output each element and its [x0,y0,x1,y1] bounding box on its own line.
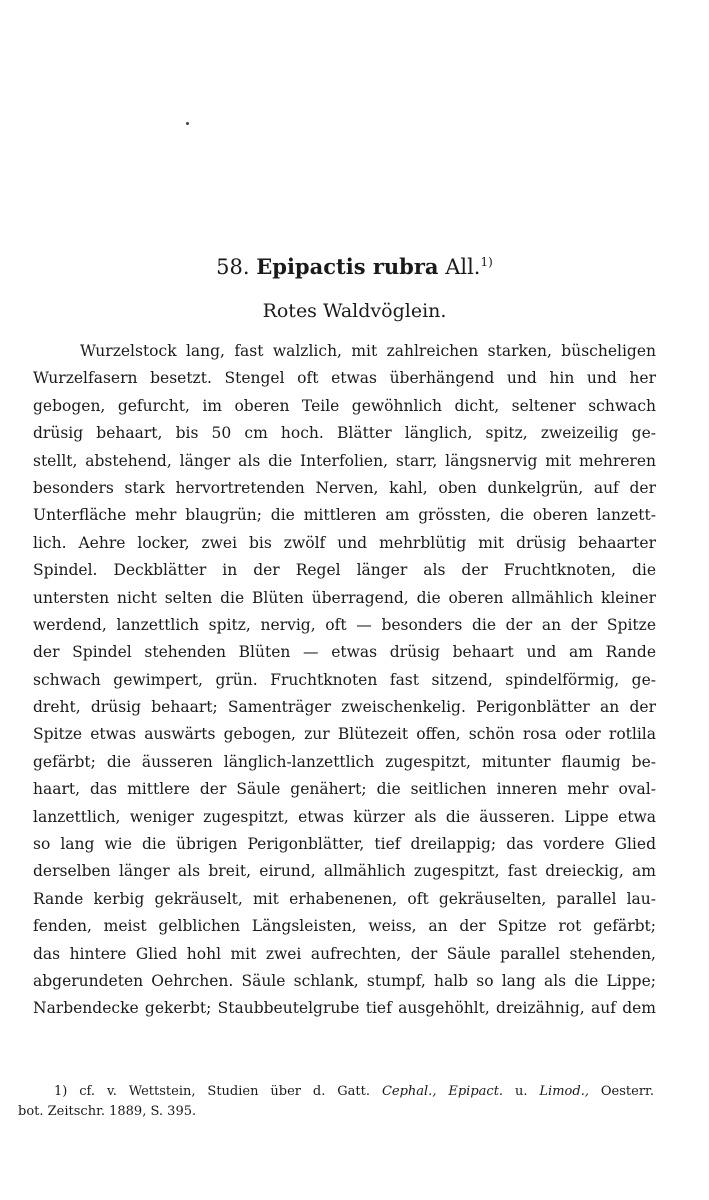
text-line: Spitze etwas auswärts gebogen, zur Blütezeit offen, schön rosa oder rotlila [33,725,656,744]
species-author: All. [445,255,481,279]
text-line: dreht, drüsig behaart; Samenträger zweischenkelig. Perigonblätter an der [33,698,656,717]
text-line: besonders stark hervortretenden Nerven, kahl, oben dunkelgrün, auf der [33,478,656,497]
text-line: abgerundeten Oehrchen. Säule schlank, stumpf, halb so lang als die Lippe; [33,971,656,990]
text-line: werdend, lanzettlich spitz, nervig, oft — besonders die der an der Spitze [33,615,656,634]
footnote-line-1 [18,1082,654,1102]
species-name: Epipactis rubra [256,254,439,279]
footnote-text-a: cf. v. Wettstein, Studien über d. Gatt. [79,1084,371,1099]
footnote-text-b: u. [514,1084,528,1099]
text-line: Unterfläche mehr blaugrün; die mittleren am grössten, die oberen lanzett- [33,506,656,525]
text-line: Wurzelstock lang, fast walzlich, mit zahlreichen starken, büscheligen [80,342,656,360]
text-line: Rande kerbig gekräuselt, mit erhabenenen, oft gekräuselten, parallel lau- [33,889,656,908]
footnote-reference: 1) [480,255,493,269]
text-line: Narbendecke gekerbt; Staubbeutelgrube tief ausgehöhlt, dreizähnig, auf dem [33,999,656,1018]
text-line: gebogen, gefurcht, im oberen Teile gewöhnlich dicht, seltener schwach [33,396,656,415]
footnote [18,1082,654,1122]
text-line: lich. Aehre locker, zwei bis zwölf und mehrblütig mit drüsig behaarter [33,533,656,552]
text-line: schwach gewimpert, grün. Fruchtknoten fast sitzend, spindelförmig, ge- [33,670,656,689]
text-line: Spindel. Deckblätter in der Regel länger als der Fruchtknoten, die [33,561,656,580]
footnote-marker: 1) [54,1084,68,1099]
species-number: 58. [216,255,250,279]
common-name: Rotes Waldvöglein. [262,300,447,322]
text-line: derselben länger als breit, eirund, allmählich zugespitzt, fast dreieckig, am [33,862,656,881]
text-line: gefärbt; die äusseren länglich-lanzettlich zugespitzt, mitunter flaumig be- [33,752,656,771]
footnote-italic-limod: Limod., [539,1084,589,1099]
text-line: so lang wie die übrigen Perigonblätter, tief dreilappig; das vordere Glied [33,835,656,854]
description-text [33,338,656,1023]
species-heading [0,254,709,279]
text-line: das hintere Glied hohl mit zwei aufrechten, der Säule parallel stehenden, [33,944,656,963]
text-line: der Spindel stehenden Blüten — etwas drüsig behaart und am Rande [33,643,656,662]
footnote-line-2: bot. Zeitschr. 1889, S. 395. [18,1104,197,1119]
footnote-italic-epipact: Epipact. [448,1084,504,1099]
text-line: drüsig behaart, bis 50 cm hoch. Blätter länglich, spitz, zweizeilig ge- [33,424,656,443]
footnote-italic-cephal: Cephal., [381,1084,437,1099]
text-line: lanzettlich, weniger zugespitzt, etwas kürzer als die äusseren. Lippe etwa [33,807,656,826]
footnote-text-c: Oesterr. [600,1084,654,1099]
text-line: fenden, meist gelblichen Längsleisten, weiss, an der Spitze rot gefärbt; [33,917,656,936]
text-line: untersten nicht selten die Blüten überragend, die oberen allmählich kleiner [33,588,656,607]
text-line: stellt, abstehend, länger als die Interfolien, starr, längsnervig mit mehreren [33,451,656,470]
text-line: Wurzelfasern besetzt. Stengel oft etwas überhängend und hin und her [33,369,656,388]
print-speck [186,122,189,125]
text-line: haart, das mittlere der Säule genähert; die seitlichen inneren mehr oval- [33,780,656,799]
